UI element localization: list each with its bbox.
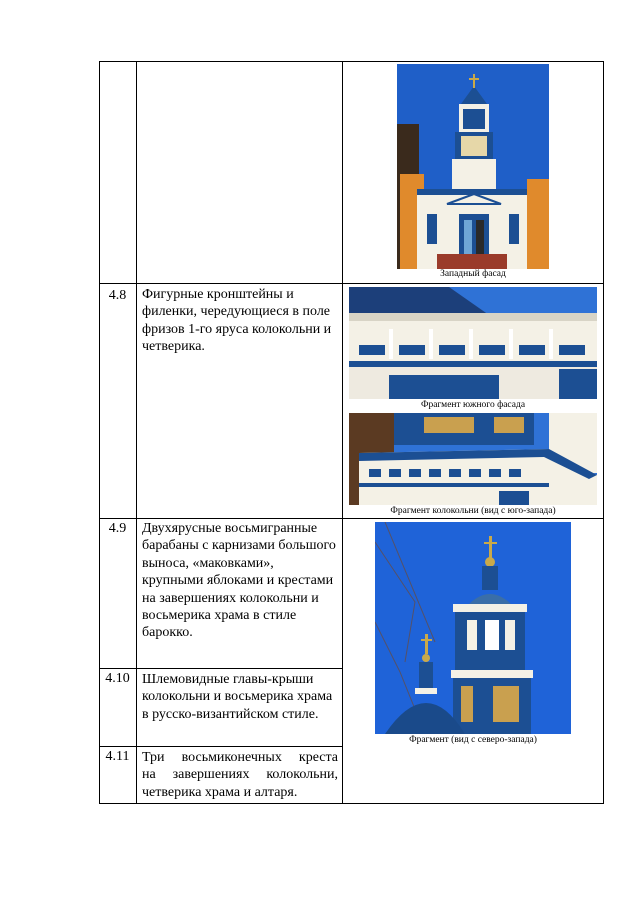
caption-bell-tower: Фрагмент колокольни (вид с юго-запада) [390, 506, 556, 516]
row-description [142, 749, 338, 801]
table-border-top [99, 61, 604, 62]
row-description: Шлемовидные главы-крыши колокольни и восьмерика храма в русско-византийском стиле. [142, 672, 333, 722]
row-divider [99, 283, 604, 284]
column-divider [342, 61, 343, 804]
table-border-right [603, 61, 604, 804]
row-description: Фигурные кронштейны и филенки, чередующиеся в поле фризов 1-го яруса колокольни и четверика. [142, 287, 332, 355]
row-divider [99, 518, 604, 519]
photo-bell-tower-fragment [349, 413, 597, 505]
row-number: 4.11 [105, 749, 130, 764]
row-description: Двухярусные восьмигранные барабаны с карнизами большого выноса, «маковками», крупными яблоками и крестами на завершениях колокольни и восьмерика храма в стиле барокко. [142, 521, 336, 641]
photo-western-facade [397, 64, 549, 269]
description-line: на завершениях колокольни, [142, 767, 338, 783]
caption-south-facade: Фрагмент южного фасада [420, 400, 526, 410]
caption-domes-northwest: Фрагмент (вид с северо-запада) [409, 735, 537, 745]
photo-domes-northwest [375, 522, 571, 734]
table-border-bottom [99, 803, 604, 804]
description-line: Три восьмиконечных креста [142, 750, 338, 765]
table-border-left [99, 61, 100, 804]
photo-south-facade-fragment [349, 287, 597, 399]
column-divider [136, 61, 137, 804]
row-number: 4.10 [105, 671, 130, 686]
caption-western-facade: Западный фасад [440, 269, 506, 279]
row-number: 4.9 [108, 521, 127, 536]
description-line: четверика храма и алтаря. [142, 784, 298, 800]
row-number: 4.8 [108, 288, 127, 303]
